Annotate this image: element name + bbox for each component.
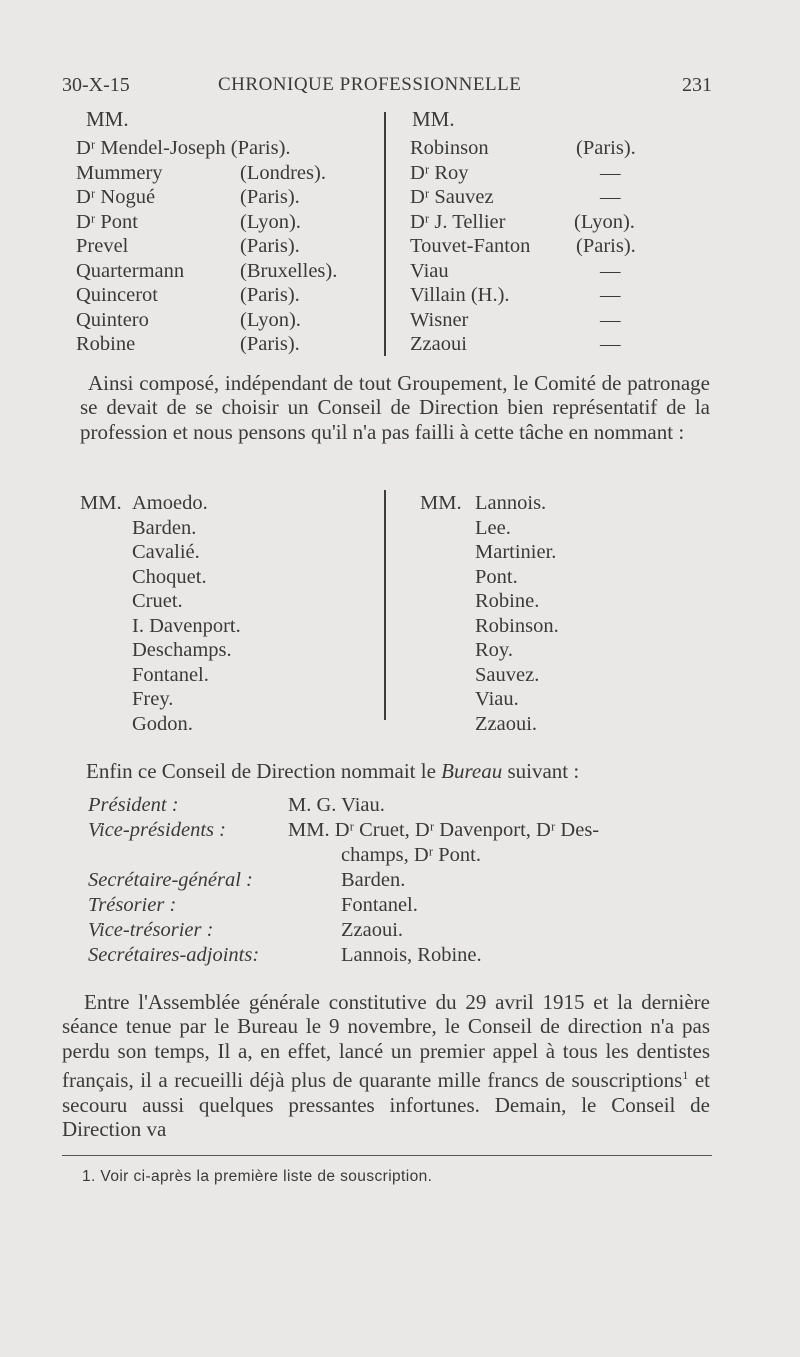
list-item: Quintero (Lyon). bbox=[76, 308, 301, 331]
role-president: Président : bbox=[88, 794, 179, 816]
list-item: Robinson (Paris). bbox=[410, 137, 636, 159]
value-assistant-secretaries: Lannois, Robine. bbox=[341, 944, 482, 966]
list-item: Zzaoui. bbox=[475, 712, 538, 735]
list-item: Dʳ Mendel-Joseph (Paris). bbox=[76, 137, 291, 159]
value-secretary-general: Barden. bbox=[341, 869, 406, 891]
council-prefix: MM. bbox=[420, 492, 462, 514]
list-item: Villain (H.). — bbox=[410, 284, 621, 306]
committee-left-heading: MM. bbox=[86, 107, 129, 131]
list-item: Touvet-Fanton (Paris). bbox=[410, 235, 636, 257]
list-item: Roy. bbox=[475, 639, 513, 661]
value-treasurer: Fontanel. bbox=[341, 894, 418, 916]
list-item: Sauvez. bbox=[475, 663, 540, 686]
list-item: Robine (Paris). bbox=[76, 333, 300, 355]
role-secretary-general: Secrétaire-général : bbox=[88, 869, 253, 891]
list-item: Dʳ Pont (Lyon). bbox=[76, 210, 301, 233]
committee-right-list bbox=[410, 136, 710, 357]
page-number: 231 bbox=[682, 74, 712, 96]
column-divider bbox=[384, 490, 386, 720]
list-item: Viau. bbox=[475, 688, 519, 710]
value-vice-presidents-1: MM. Dʳ Cruet, Dʳ Davenport, Dʳ Des- bbox=[288, 819, 600, 841]
list-item: Zzaoui — bbox=[410, 333, 621, 355]
value-president: M. G. Viau. bbox=[288, 794, 385, 816]
committee-left-list bbox=[76, 136, 376, 357]
list-item: Barden. bbox=[132, 516, 197, 539]
list-item: Lannois. bbox=[475, 492, 547, 514]
list-item: Prevel (Paris). bbox=[76, 235, 300, 257]
footnote: 1. Voir ci-après la première liste de souscription. bbox=[82, 1168, 433, 1185]
list-item: Lee. bbox=[475, 516, 511, 539]
list-item: Quincerot (Paris). bbox=[76, 284, 300, 306]
list-item: Quartermann (Bruxelles). bbox=[76, 259, 338, 282]
list-item: Dʳ Nogué (Paris). bbox=[76, 186, 300, 208]
column-divider bbox=[384, 112, 386, 356]
header-title: CHRONIQUE PROFESSIONNELLE bbox=[218, 74, 522, 95]
role-vice-presidents: Vice-présidents : bbox=[88, 819, 226, 841]
list-item: Cruet. bbox=[132, 590, 183, 612]
list-item: Fontanel. bbox=[132, 663, 209, 686]
list-item: Frey. bbox=[132, 688, 174, 710]
committee-right-heading: MM. bbox=[412, 107, 455, 131]
running-head bbox=[62, 74, 712, 102]
list-item: Robine. bbox=[475, 590, 540, 612]
footnote-rule bbox=[62, 1155, 712, 1156]
list-item: Dʳ Sauvez — bbox=[410, 186, 621, 208]
role-vice-treasurer: Vice-trésorier : bbox=[88, 919, 214, 941]
footnote-ref: 1 bbox=[682, 1068, 689, 1083]
list-item: Choquet. bbox=[132, 565, 207, 588]
list-item: Godon. bbox=[132, 712, 193, 735]
role-assistant-secretaries: Secrétaires-adjoints: bbox=[88, 944, 260, 966]
list-item: I. Davenport. bbox=[132, 614, 241, 637]
list-item: Wisner — bbox=[410, 308, 621, 331]
list-item: Robinson. bbox=[475, 614, 559, 637]
paragraph-activity: Entre l'Assemblée générale constitutive du 29 avril 1915 et la dernière séance tenue par le Bureau le 9 novembre, le Conseil de direction n'a pas perdu son temps, Il a, en effet, lancé un premier appel à tous les dentistes français, il a recueilli déjà plus de quarante mille francs de souscriptions$^1$ et secouru aussi quelques pressantes infortunes. Demain, le Conseil de Direction va bbox=[62, 990, 710, 1142]
council-prefix: MM. bbox=[80, 492, 122, 514]
value-vice-treasurer: Zzaoui. bbox=[341, 919, 404, 941]
value-vice-presidents-2: champs, Dʳ Pont. bbox=[341, 844, 481, 866]
list-item: Martinier. bbox=[475, 541, 557, 563]
bureau-intro: Enfin ce Conseil de Direction nommait le Bureau suivant : bbox=[86, 759, 580, 783]
list-item: Dʳ J. Tellier (Lyon). bbox=[410, 210, 635, 233]
role-treasurer: Trésorier : bbox=[88, 894, 177, 916]
list-item: Viau — bbox=[410, 259, 621, 282]
paragraph-committee: Ainsi composé, indépendant de tout Groupement, le Comité de patronage se devait de se choisir un Conseil de Direction bien représentatif de la profession et nous pensons qu'il n'a pas failli à cette tâche en nommant : bbox=[80, 371, 710, 444]
header-date: 30-X-15 bbox=[62, 74, 130, 96]
list-item: Cavalié. bbox=[132, 541, 200, 563]
list-item: Deschamps. bbox=[132, 639, 232, 661]
list-item: Pont. bbox=[475, 565, 518, 588]
list-item: Mummery (Londres). bbox=[76, 161, 326, 184]
list-item: Dʳ Roy — bbox=[410, 161, 621, 184]
list-item: Amoedo. bbox=[132, 492, 208, 514]
